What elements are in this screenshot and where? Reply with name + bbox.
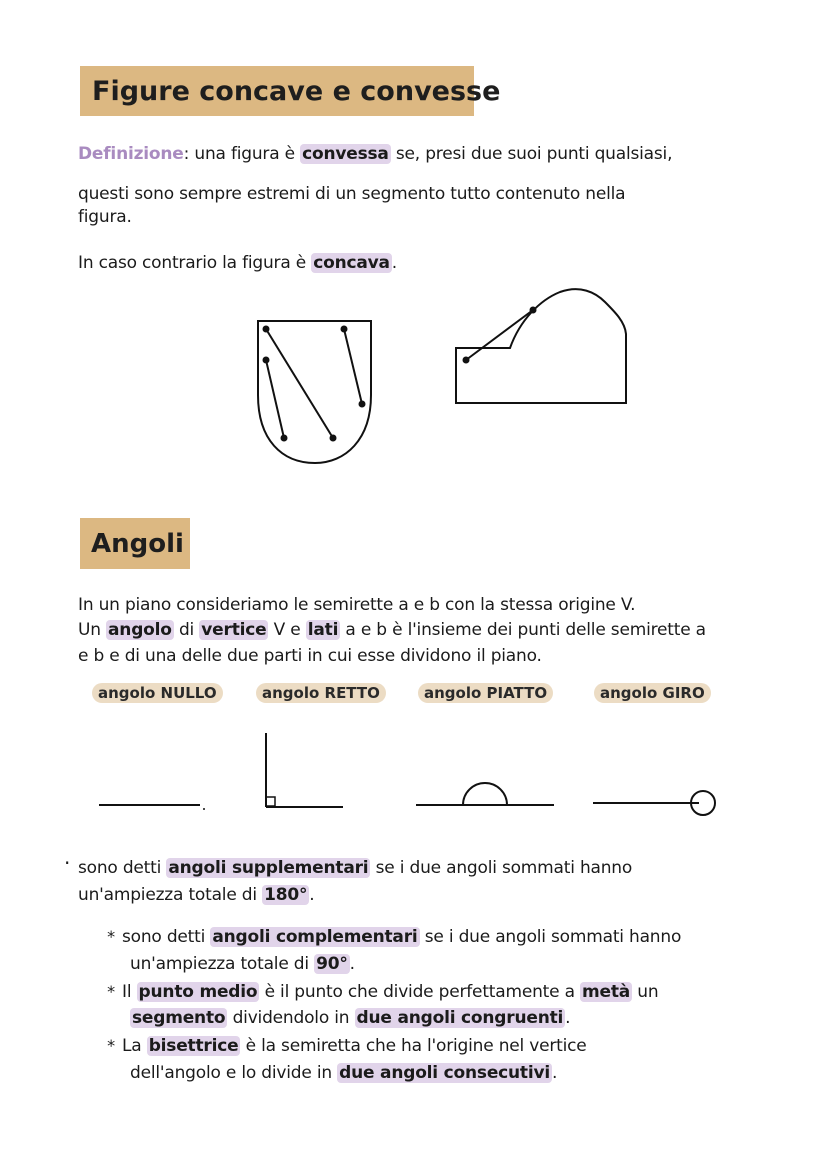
shield-points (263, 326, 366, 442)
angle-type-straight: angolo PIATTO (418, 683, 553, 703)
complementary-line-2: un'ampiezza totale di 90° . (130, 954, 355, 974)
bisector-line-2: dell'angolo e lo divide in due angoli consecutivi . (130, 1063, 558, 1083)
highlight-bisettrice: bisettrice (148, 1036, 239, 1056)
supplementary-line-2: un'ampiezza totale di 180° . (78, 885, 315, 905)
highlight-meta: metà (582, 982, 631, 1002)
definition-label: Definizione (78, 144, 184, 164)
concave-line: In caso contrario la figura è concava . (78, 253, 398, 273)
section-title-angoli: Angoli (80, 518, 190, 569)
highlight-punto-medio: punto medio (138, 982, 258, 1002)
shield-segment-2 (266, 360, 284, 438)
highlight-congruenti: due angoli congruenti (356, 1008, 564, 1028)
highlight-complementary: angoli complementari (212, 927, 418, 947)
definition-line-2: questi sono sempre estremi di un segmento tutto contenuto nella (78, 184, 626, 204)
angoli-line-1: In un piano consideriamo le semirette a e b con la stessa origine V. (78, 595, 636, 615)
bullet-dot: · (64, 851, 71, 875)
highlight-angolo: angolo (108, 620, 172, 640)
highlight-concava: concava (313, 253, 390, 273)
definition-line-1: Definizione: una figura è convessa se, presi due suoi punti qualsiasi, (78, 144, 673, 164)
angle-type-null: angolo NULLO (92, 683, 223, 703)
shield-segment-3 (344, 329, 362, 404)
supplementary-line-1: sono detti angoli supplementari se i due angoli sommati hanno (78, 858, 633, 878)
angoli-line-2: Un angolo di vertice V e lati a e b è l'insieme dei punti delle semirette a (78, 620, 706, 640)
shield-segment-1 (266, 329, 333, 438)
straight-angle-arc (463, 783, 507, 805)
star-bullet-3: * (107, 1036, 115, 1055)
null-angle-dot (203, 808, 205, 810)
definition-line-3: figura. (78, 207, 132, 227)
bisector-line-1: * La bisettrice è la semiretta che ha l'origine nel vertice (130, 1035, 587, 1057)
concave-point-1 (463, 357, 470, 364)
concave-shape (456, 289, 626, 403)
star-bullet-1: * (107, 927, 115, 946)
highlight-segmento: segmento (132, 1008, 226, 1028)
highlight-90: 90° (316, 954, 348, 974)
highlight-convessa: convessa (302, 144, 389, 164)
right-angle-marker (266, 797, 275, 806)
highlight-supplementary: angoli supplementari (168, 858, 369, 878)
angoli-line-3: e b e di una delle due parti in cui esse dividono il piano. (78, 646, 542, 666)
star-bullet-2: * (107, 982, 115, 1001)
section-title-figure: Figure concave e convesse (80, 66, 474, 116)
angle-type-full: angolo GIRO (594, 683, 711, 703)
angle-type-right: angolo RETTO (256, 683, 386, 703)
complementary-line-1: * sono detti angoli complementari se i due angoli sommati hanno (130, 926, 681, 948)
concave-segment (466, 310, 533, 360)
midpoint-line-1: * Il punto medio è il punto che divide perfettamente a metà un (130, 981, 658, 1003)
midpoint-line-2: segmento dividendolo in due angoli congruenti . (132, 1008, 571, 1028)
highlight-consecutivi: due angoli consecutivi (339, 1063, 550, 1083)
highlight-lati: lati (307, 620, 339, 640)
highlight-vertice: vertice (201, 620, 267, 640)
highlight-180: 180° (264, 885, 308, 905)
concave-point-2 (530, 307, 537, 314)
